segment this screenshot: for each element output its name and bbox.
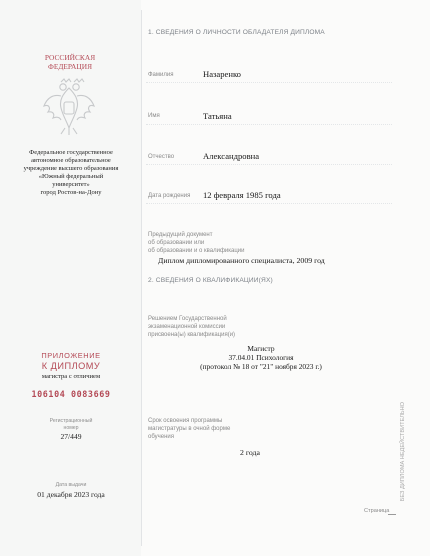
page-label: Страница <box>364 508 390 514</box>
country-line-1: РОССИЙСКАЯ <box>44 53 96 62</box>
university-line-5: университет» <box>52 180 90 188</box>
commission-decision-label <box>148 316 235 339</box>
dotted-line <box>146 164 392 165</box>
previous-document-label <box>148 232 244 255</box>
university-line-4: «Южный федеральный <box>38 172 104 180</box>
qualification-program: 37.04.01 Психология <box>228 352 294 362</box>
appendix-title-line-1: ПРИЛОЖЕНИЕ <box>41 351 101 360</box>
university-line-6: город Ростов-на-Дону <box>40 188 102 196</box>
decision-line-3: присвоена(ы) квалификация(и) <box>148 331 236 338</box>
qualification-protocol: (протокол № 18 от "21" ноября 2023 г.) <box>200 361 322 371</box>
dotted-line <box>146 203 392 204</box>
appendix-subtitle: магистра с отличием <box>41 373 101 380</box>
name-label: Имя <box>148 113 160 119</box>
reg-number-label <box>26 418 116 431</box>
university-name <box>16 149 126 196</box>
serial-number: 106104 0083669 <box>31 389 111 399</box>
decision-line-1: Решением Государственной <box>148 316 227 322</box>
section-2-heading: 2. СВЕДЕНИЯ О КВАЛИФИКАЦИИ(ЯХ) <box>148 277 273 284</box>
previous-document-value: Диплом дипломированного специалиста, 2009 год <box>158 256 325 265</box>
prev-doc-line-1: Предыдущий документ <box>148 232 213 238</box>
country-name <box>20 53 120 71</box>
appendix-title-line-2: К ДИПЛОМУ <box>41 361 101 371</box>
reg-label-line-2: номер <box>63 424 79 431</box>
university-line-2: автономное образовательное <box>31 156 111 164</box>
university-line-1: Федеральное государственное <box>29 149 113 156</box>
qualification-degree: Магистр <box>247 344 275 353</box>
decision-line-2: экзаменационной комиссии <box>148 323 226 330</box>
qualification-block <box>176 345 346 371</box>
page-number-line <box>388 514 396 515</box>
study-term-value: 2 года <box>240 448 260 457</box>
patronymic-value: Александровна <box>203 151 260 161</box>
dotted-line <box>146 82 392 83</box>
birth-date-value: 12 февраля 1985 года <box>203 190 281 200</box>
term-line-2: магистратуры в очной форме <box>148 425 231 432</box>
section-1-heading: 1. СВЕДЕНИЯ О ЛИЧНОСТИ ОБЛАДАТЕЛЯ ДИПЛОМА <box>148 29 325 36</box>
issue-date-label: Дата выдачи <box>55 482 87 488</box>
appendix-title <box>26 351 116 371</box>
birth-date-label: Дата рождения <box>148 193 191 199</box>
prev-doc-line-2: об образовании или <box>148 239 205 246</box>
study-term-label <box>148 418 230 441</box>
university-line-3: учреждение высшего образования <box>23 164 119 172</box>
prev-doc-line-3: об образовании и о квалификации <box>148 247 245 254</box>
column-divider <box>141 10 142 546</box>
name-value: Татьяна <box>203 111 232 121</box>
reg-number: 27/449 <box>60 432 82 441</box>
reg-label-line-1: Регистрационный <box>49 418 93 424</box>
dotted-line <box>146 124 392 125</box>
vertical-validity-note: БЕЗ ДИПЛОМА НЕДЕЙСТВИТЕЛЬНО <box>400 402 406 502</box>
country-line-2: ФЕДЕРАЦИЯ <box>47 62 92 71</box>
patronymic-label: Отчество <box>148 154 175 160</box>
term-line-3: обучения <box>148 433 175 440</box>
surname-label: Фамилия <box>148 72 174 78</box>
term-line-1: Срок освоения программы <box>148 418 223 424</box>
surname-value: Назаренко <box>203 69 241 79</box>
issue-date: 01 декабря 2023 года <box>37 490 105 499</box>
russian-coat-of-arms-icon <box>41 76 97 138</box>
